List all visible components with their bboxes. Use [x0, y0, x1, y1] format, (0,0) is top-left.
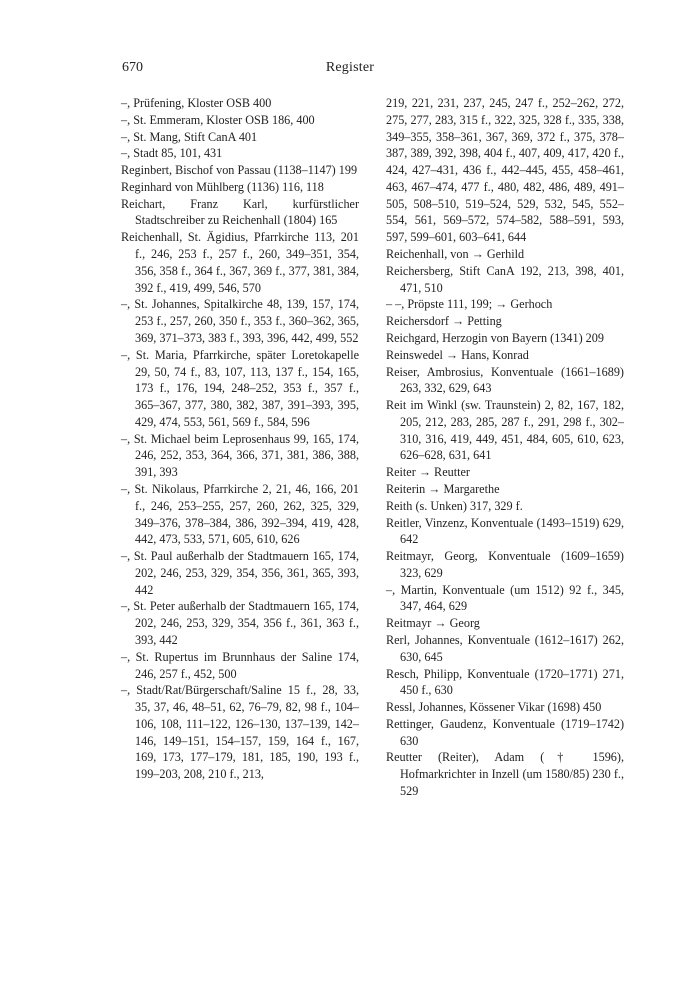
- index-entry: Reutter (Reiter), Adam († 1596), Hofmarkrichter in Inzell (um 1580/85) 230 f., 529: [386, 750, 624, 799]
- index-entry: Reichart, Franz Karl, kurfürstlicher Stadtschreiber zu Reichenhall (1804) 165: [121, 196, 359, 228]
- index-column-left: [121, 95, 359, 783]
- index-entry: Reichgard, Herzogin von Bayern (1341) 209: [386, 330, 604, 345]
- index-entry: Reichenhall, St. Ägidius, Pfarrkirche 113, 201 f., 246, 253 f., 257 f., 260, 349–351, 354, 356, 358 f., 364 f., 367, 369 f., 377, 381, 384, 392 f., 419, 499, 546, 570: [121, 230, 359, 295]
- index-entry: Resch, Philipp, Konventuale (1720–1771) 271, 450 f., 630: [386, 666, 624, 698]
- index-entry: –, St. Rupertus im Brunnhaus der Saline 174, 246, 257 f., 452, 500: [121, 649, 359, 681]
- index-entry: Ressl, Johannes, Kössener Vikar (1698) 450: [386, 700, 602, 715]
- running-head: Register: [325, 60, 375, 75]
- index-entry: Reitler, Vinzenz, Konventuale (1493–1519) 629, 642: [386, 515, 624, 547]
- index-entry: Reinswedel → Hans, Konrad: [386, 347, 529, 362]
- index-entry: Reitmayr → Georg: [386, 616, 480, 631]
- index-entry: –, St. Emmeram, Kloster OSB 186, 400: [121, 112, 315, 127]
- index-entry: Reichersdorf → Petting: [386, 314, 502, 329]
- index-entry: –, Martin, Konventuale (um 1512) 92 f., 345, 347, 464, 629: [386, 582, 624, 614]
- index-entry: Reichenhall, von → Gerhild: [386, 247, 525, 262]
- index-entry: Rerl, Johannes, Konventuale (1612–1617) 262, 630, 645: [386, 633, 624, 664]
- index-entry: –, Stadt/Rat/Bürgerschaft/Saline 15 f., 28, 33, 35, 37, 46, 48–51, 62, 76–79, 82, 98 f., 104–106, 108, 111–122, 126–130, 137–139, 142–146, 149–151, 154–157, 159, 164 f., 167, 169, 173, 177–179, 181, 185, 190, 193 f., 199–203, 208, 210 f., 213,: [121, 683, 359, 782]
- index-entry: Reit im Winkl (sw. Traunstein) 2, 82, 167, 182, 205, 212, 283, 285, 287 f., 291, 298 f., 302–310, 316, 419, 449, 451, 484, 605, 610, 623, 626–628, 631, 641: [386, 398, 624, 463]
- index-entry: Reiser, Ambrosius, Konventuale (1661–1689) 263, 332, 629, 643: [386, 364, 624, 396]
- index-entry: –, Prüfening, Kloster OSB 400: [121, 96, 272, 110]
- index-entry: –, St. Paul außerhalb der Stadtmauern 165, 174, 202, 246, 253, 329, 354, 356, 361, 365, 393, 442: [121, 549, 359, 597]
- index-entry: Reichersberg, Stift CanA 192, 213, 398, 401, 471, 510: [386, 263, 624, 295]
- index-entry: –, St. Michael beim Leprosenhaus 99, 165, 174, 246, 252, 353, 364, 366, 371, 381, 386, 388, 391, 393: [121, 431, 359, 480]
- index-entry: –, St. Peter außerhalb der Stadtmauern 165, 174, 202, 246, 253, 329, 354, 356 f., 361, 363 f., 393, 442: [121, 599, 359, 647]
- index-entry: Reiterin → Margarethe: [386, 481, 500, 496]
- index-entry: – –, Pröpste 111, 199; → Gerhoch: [386, 297, 553, 312]
- index-entry: –, Stadt 85, 101, 431: [121, 146, 223, 161]
- index-column-right: [386, 95, 624, 800]
- page-number: 670: [122, 60, 143, 75]
- index-entry-continuation: 219, 221, 231, 237, 245, 247 f., 252–262, 272, 275, 277, 283, 315 f., 322, 325, 328 f., 335, 338, 349–355, 358–361, 367, 369, 372 f., 375, 378–387, 389, 392, 398, 404 f., 407, 409, 417, 420 f., 424, 427–431, 436 f., 442–445, 455, 458–461, 463, 467–474, 477 f., 480, 482, 486, 489, 491–505, 508–510, 519–524, 529, 532, 545, 552–554, 561, 569–572, 574–582, 588–591, 593, 597, 599–601, 603–641, 644: [386, 96, 624, 245]
- index-entry: –, St. Johannes, Spitalkirche 48, 139, 157, 174, 253 f., 257, 260, 350 f., 353 f., 360–362, 365, 369, 371–373, 383 f., 393, 396, 442, 499, 552: [121, 297, 359, 345]
- index-entry: –, St. Nikolaus, Pfarrkirche 2, 21, 46, 166, 201 f., 246, 253–255, 257, 260, 262, 325, 329, 349–376, 378–384, 386, 392–394, 419, 428, 442, 473, 533, 571, 605, 610, 626: [121, 481, 359, 547]
- index-entry: Reginbert, Bischof von Passau (1138–1147) 199: [121, 163, 358, 178]
- index-entry: Reith (s. Unken) 317, 329 f.: [386, 498, 523, 513]
- index-entry: Reitmayr, Georg, Konventuale (1609–1659) 323, 629: [386, 549, 624, 580]
- index-entry: Rettinger, Gaudenz, Konventuale (1719–1742) 630: [386, 716, 624, 748]
- index-entry: –, St. Maria, Pfarrkirche, später Loretokapelle 29, 50, 74 f., 83, 107, 113, 137 f., 154, 165, 173 f., 176, 194, 248–252, 353 f., 357 f., 365–367, 377, 380, 382, 387, 391–393, 395, 429, 474, 553, 561, 569 f., 584, 596: [121, 347, 359, 429]
- index-entry: Reiter → Reutter: [386, 465, 470, 480]
- index-entry: –, St. Mang, Stift CanA 401: [121, 129, 258, 144]
- index-entry: Reginhard von Mühlberg (1136) 116, 118: [121, 179, 324, 194]
